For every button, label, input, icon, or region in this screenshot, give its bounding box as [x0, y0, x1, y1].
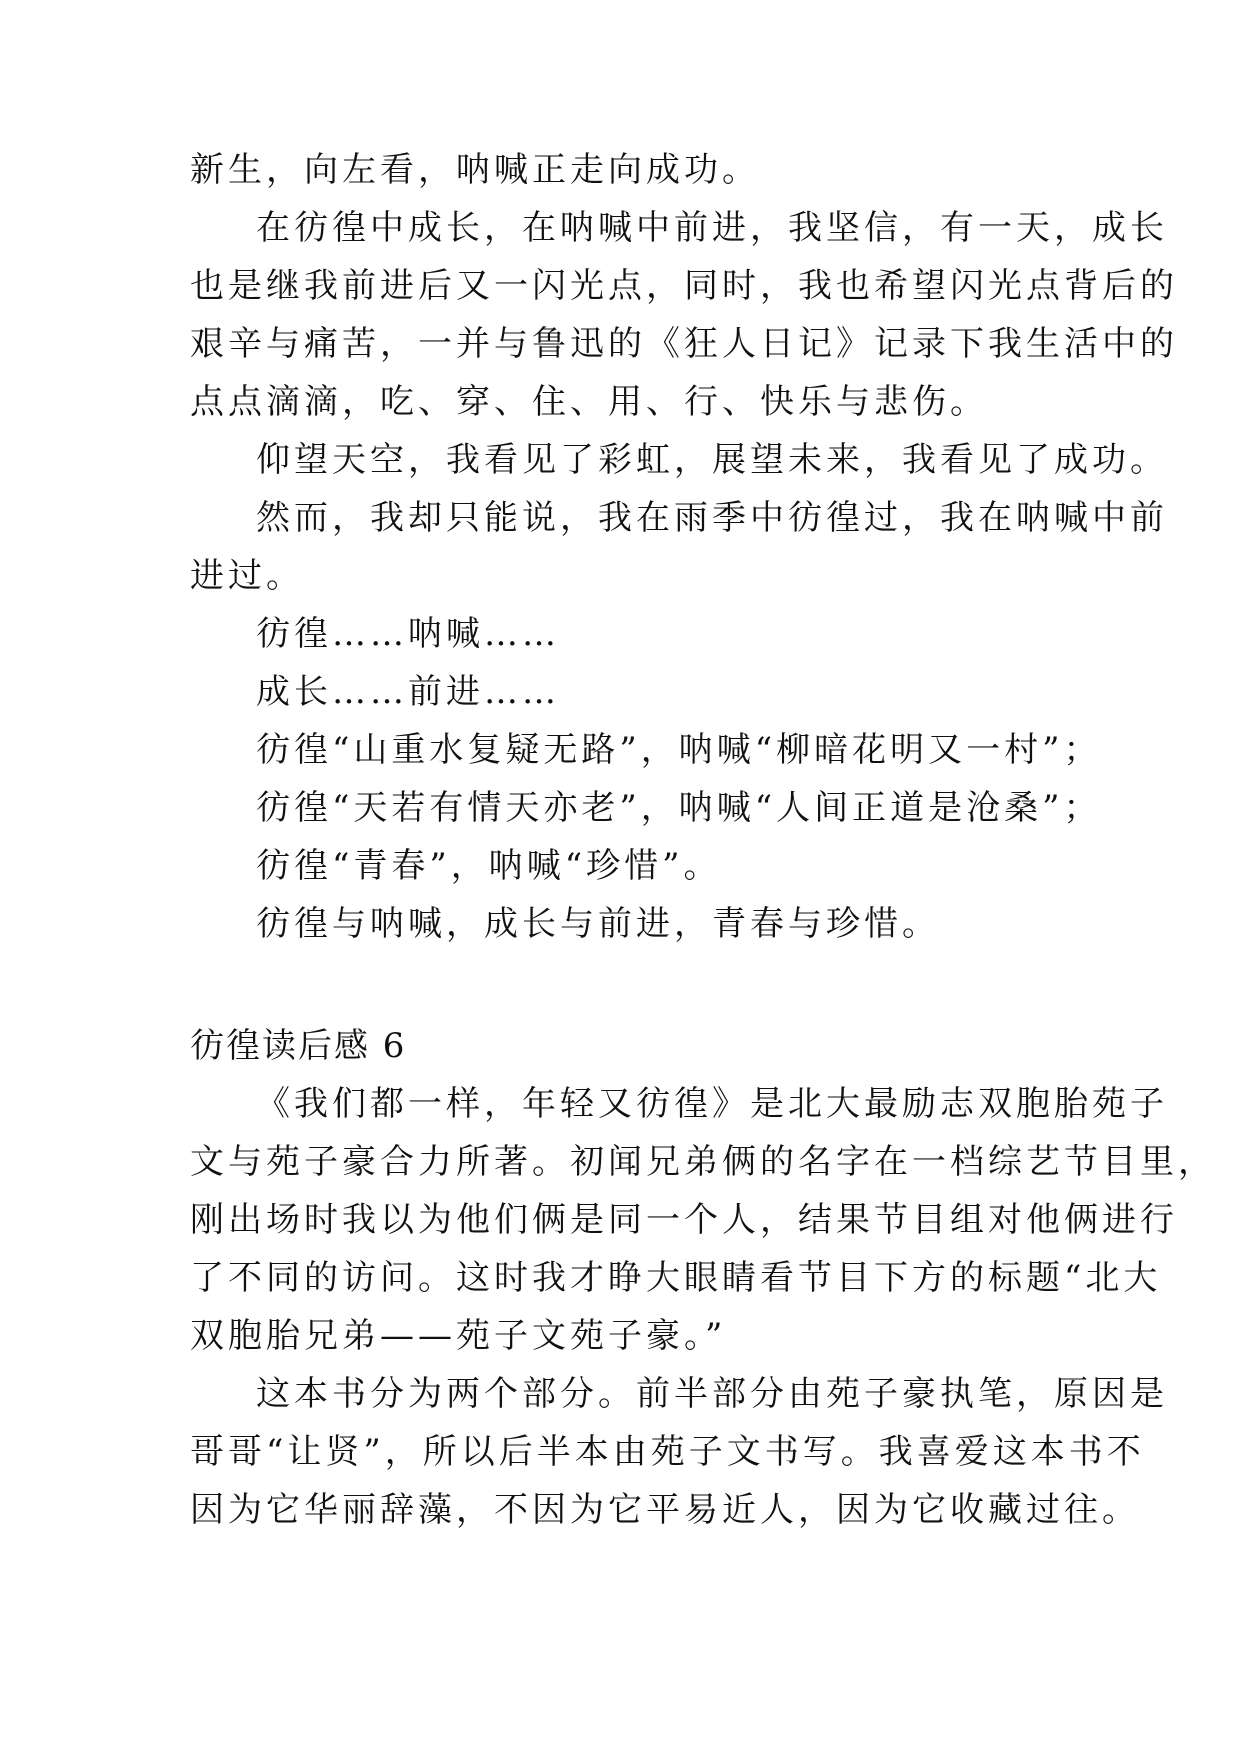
text-line: 彷徨“山重水复疑无路”，呐喊“柳暗花明又一村”； — [256, 730, 1102, 770]
section-title: 彷徨读后感 6 — [190, 1026, 407, 1066]
text-line: 哥哥“让贤”，所以后半本由苑子文书写。我喜爱这本书不 — [190, 1432, 1145, 1472]
text-line: 在彷徨中成长，在呐喊中前进，我坚信，有一天，成长 — [256, 208, 1168, 248]
text-line: 《我们都一样，年轻又彷徨》是北大最励志双胞胎苑子 — [256, 1084, 1168, 1124]
text-line: 双胞胎兄弟——苑子文苑子豪。” — [190, 1316, 727, 1356]
text-line: 成长……前进…… — [256, 672, 560, 712]
text-line: 也是继我前进后又一闪光点，同时，我也希望闪光点背后的 — [190, 266, 1178, 306]
text-line: 仰望天空，我看见了彩虹，展望未来，我看见了成功。 — [256, 440, 1168, 480]
text-line: 因为它华丽辞藻，不因为它平易近人，因为它收藏过往。 — [190, 1490, 1140, 1530]
text-line: 彷徨“青春”，呐喊“珍惜”。 — [256, 846, 722, 886]
text-line: 然而，我却只能说，我在雨季中彷徨过，我在呐喊中前 — [256, 498, 1168, 538]
text-line: 这本书分为两个部分。前半部分由苑子豪执笔，原因是 — [256, 1374, 1168, 1414]
text-line: 彷徨……呐喊…… — [256, 614, 560, 654]
text-line: 了不同的访问。这时我才睁大眼睛看节目下方的标题“北大 — [190, 1258, 1162, 1298]
text-line: 点点滴滴，吃、穿、住、用、行、快乐与悲伤。 — [190, 382, 988, 422]
text-line: 彷徨“天若有情天亦老”，呐喊“人间正道是沧桑”； — [256, 788, 1102, 828]
text-line: 刚出场时我以为他们俩是同一个人，结果节目组对他俩进行 — [190, 1200, 1178, 1240]
text-line: 文与苑子豪合力所著。初闻兄弟俩的名字在一档综艺节目里， — [190, 1142, 1216, 1182]
text-line: 艰辛与痛苦，一并与鲁迅的《狂人日记》记录下我生活中的 — [190, 324, 1178, 364]
text-line: 进过。 — [190, 556, 304, 596]
text-line: 彷徨与呐喊，成长与前进，青春与珍惜。 — [256, 904, 940, 944]
text-line: 新生，向左看，呐喊正走向成功。 — [190, 150, 760, 190]
